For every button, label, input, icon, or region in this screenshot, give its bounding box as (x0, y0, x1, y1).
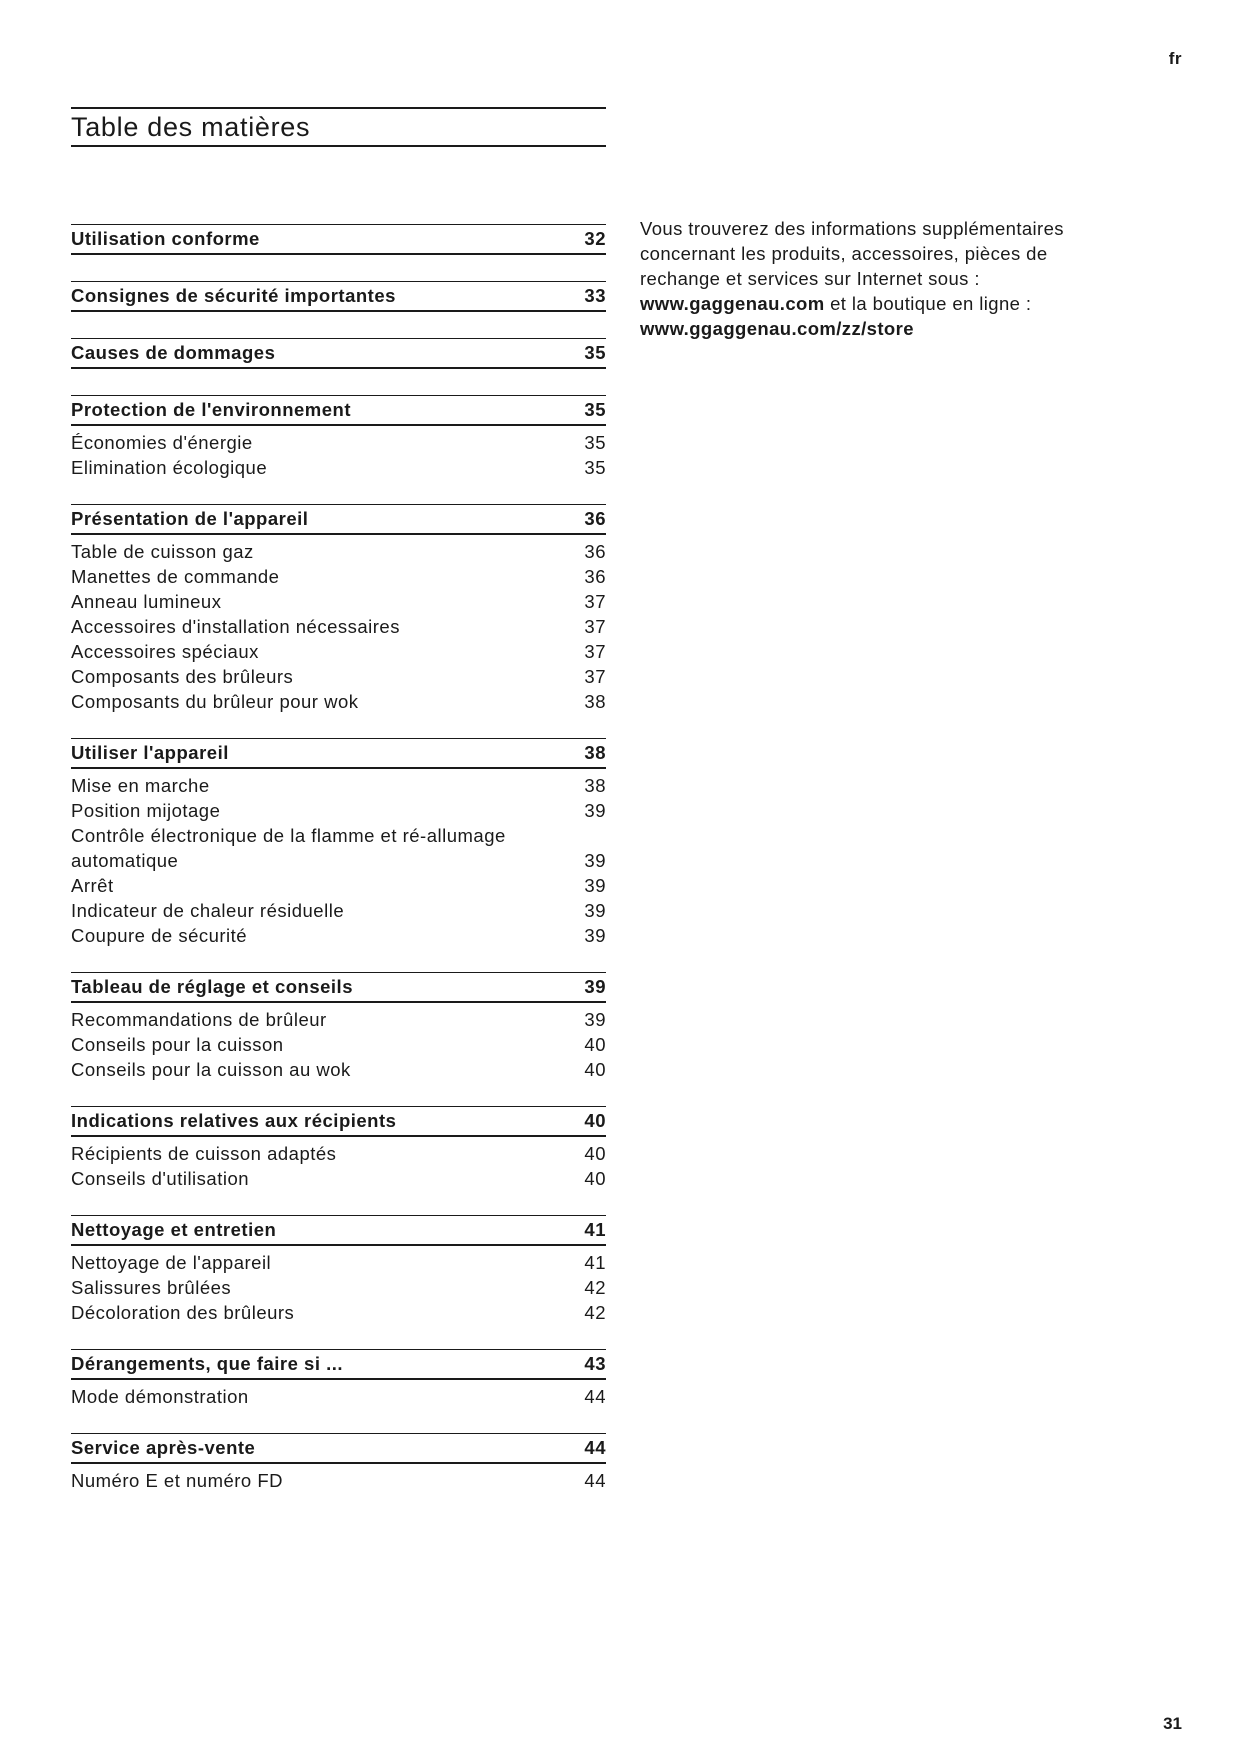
info-line: concernant les produits, accessoires, pièces de (640, 243, 1048, 264)
toc-section-heading[interactable] (71, 338, 606, 369)
toc-entry[interactable] (71, 1166, 606, 1191)
toc-entry-title: Anneau lumineux (71, 591, 222, 612)
toc-entry[interactable] (71, 689, 606, 714)
toc-entry-page: 39 (584, 875, 606, 896)
info-line (640, 291, 1200, 316)
toc-entry[interactable] (71, 1057, 606, 1082)
toc-entry-page: 36 (584, 566, 606, 587)
toc-entry-title: Décoloration des brûleurs (71, 1302, 295, 1323)
toc-section-heading[interactable] (71, 395, 606, 426)
toc-section-title: Utilisation conforme (71, 228, 260, 249)
toc-entry-page: 35 (584, 432, 606, 453)
toc-section (71, 504, 606, 714)
toc-section (71, 1106, 606, 1191)
toc-entry[interactable] (71, 873, 606, 898)
info-text (640, 216, 1200, 341)
toc-entry-title: Composants du brûleur pour wok (71, 691, 359, 712)
toc-section-heading[interactable] (71, 281, 606, 312)
toc-entry[interactable] (71, 1275, 606, 1300)
toc-section-title: Tableau de réglage et conseils (71, 976, 353, 997)
page-title-block (71, 107, 606, 147)
toc-entry[interactable] (71, 1141, 606, 1166)
toc-section-page: 35 (584, 399, 606, 420)
toc-entry-page: 39 (584, 900, 606, 921)
toc-section-heading[interactable] (71, 1349, 606, 1380)
toc-entry[interactable] (71, 798, 606, 823)
toc-entry-title: Arrêt (71, 875, 114, 896)
website-link[interactable]: www.gaggenau.com (640, 293, 825, 314)
toc-entry-page: 37 (584, 641, 606, 662)
info-text-mid: et la boutique en ligne : (824, 293, 1032, 314)
toc-entry[interactable] (71, 539, 606, 564)
toc-entry-title: Conseils pour la cuisson (71, 1034, 284, 1055)
toc-entry[interactable] (71, 1384, 606, 1409)
toc-section-page: 35 (584, 342, 606, 363)
toc-section (71, 738, 606, 948)
toc-section (71, 224, 606, 255)
toc-entry-page: 38 (584, 775, 606, 796)
toc-entry-page: 42 (584, 1277, 606, 1298)
toc-section (71, 1215, 606, 1325)
toc-entry-title: automatique (71, 850, 179, 871)
toc-entry[interactable] (71, 1007, 606, 1032)
toc-entry-title: Récipients de cuisson adaptés (71, 1143, 337, 1164)
toc-entry-page: 39 (584, 1009, 606, 1030)
toc-section (71, 338, 606, 369)
toc-section-title: Utiliser l'appareil (71, 742, 229, 763)
toc-section-heading[interactable] (71, 1106, 606, 1137)
toc-section-page: 39 (584, 976, 606, 997)
toc-entry-page: 40 (584, 1168, 606, 1189)
toc-section (71, 1349, 606, 1409)
toc-entry-page: 36 (584, 541, 606, 562)
toc-section-title: Causes de dommages (71, 342, 276, 363)
page-number: 31 (1163, 1714, 1182, 1733)
toc-entry[interactable] (71, 589, 606, 614)
toc-entry-page: 39 (584, 800, 606, 821)
toc-entry[interactable] (71, 898, 606, 923)
toc-entry[interactable] (71, 848, 606, 873)
toc-section-title: Consignes de sécurité importantes (71, 285, 396, 306)
toc-section (71, 281, 606, 312)
toc-entry-title: Conseils d'utilisation (71, 1168, 250, 1189)
toc-section (71, 972, 606, 1082)
toc-entry[interactable] (71, 1250, 606, 1275)
toc-entry-title: Numéro E et numéro FD (71, 1470, 284, 1491)
toc-entry-page: 40 (584, 1143, 606, 1164)
toc-entry[interactable] (71, 614, 606, 639)
toc-entry-title: Indicateur de chaleur résiduelle (71, 900, 345, 921)
toc-entry-page: 40 (584, 1034, 606, 1055)
toc-section-heading[interactable] (71, 1215, 606, 1246)
toc-entry[interactable] (71, 1300, 606, 1325)
toc-section (71, 1433, 606, 1493)
toc-entry[interactable] (71, 564, 606, 589)
info-line: rechange et services sur Internet sous : (640, 268, 980, 289)
toc-entry-title: Économies d'énergie (71, 432, 253, 453)
toc-section-page: 38 (584, 742, 606, 763)
toc-entry-page: 37 (584, 666, 606, 687)
toc-section-heading[interactable] (71, 738, 606, 769)
toc-entry-title: Nettoyage de l'appareil (71, 1252, 272, 1273)
toc-entry-page: 38 (584, 691, 606, 712)
toc-entry[interactable] (71, 773, 606, 798)
toc-entry-title: Conseils pour la cuisson au wok (71, 1059, 351, 1080)
toc-entry[interactable] (71, 823, 606, 848)
toc-section-title: Nettoyage et entretien (71, 1219, 277, 1240)
toc-entry-title: Accessoires d'installation nécessaires (71, 616, 400, 637)
toc-entry[interactable] (71, 639, 606, 664)
toc-section-page: 43 (584, 1353, 606, 1374)
toc-entry-page: 39 (584, 925, 606, 946)
toc-entry-title: Mise en marche (71, 775, 210, 796)
toc-entry-title: Mode démonstration (71, 1386, 249, 1407)
toc-section-page: 36 (584, 508, 606, 529)
toc-section-heading[interactable] (71, 1433, 606, 1464)
toc-section-title: Dérangements, que faire si ... (71, 1353, 344, 1374)
toc-entry[interactable] (71, 664, 606, 689)
toc-section (71, 395, 606, 480)
info-line (640, 316, 1200, 341)
store-link[interactable]: www.ggaggenau.com/zz/store (640, 318, 914, 339)
toc-entry-page: 37 (584, 616, 606, 637)
toc-entry-title: Coupure de sécurité (71, 925, 248, 946)
toc-section-page: 44 (584, 1437, 606, 1458)
toc-entry-page: 44 (584, 1386, 606, 1407)
toc-entry-page: 44 (584, 1470, 606, 1491)
toc-entry[interactable] (71, 1468, 606, 1493)
toc-section-page: 33 (584, 285, 606, 306)
toc-entry[interactable] (71, 430, 606, 455)
info-line: Vous trouverez des informations supplémentaires (640, 218, 1064, 239)
toc-entry-title: Table de cuisson gaz (71, 541, 254, 562)
toc-entry-page: 35 (584, 457, 606, 478)
toc-entry-page: 42 (584, 1302, 606, 1323)
toc-section-title: Présentation de l'appareil (71, 508, 309, 529)
toc-entry-title: Composants des brûleurs (71, 666, 294, 687)
table-of-contents (71, 224, 606, 1517)
toc-entry[interactable] (71, 923, 606, 948)
toc-section-title: Indications relatives aux récipients (71, 1110, 397, 1131)
toc-entry-title: Position mijotage (71, 800, 221, 821)
toc-entry[interactable] (71, 455, 606, 480)
toc-section-title: Service après-vente (71, 1437, 256, 1458)
toc-entry-title: Elimination écologique (71, 457, 268, 478)
toc-section-heading[interactable] (71, 972, 606, 1003)
toc-section-page: 40 (584, 1110, 606, 1131)
toc-entry[interactable] (71, 1032, 606, 1057)
toc-entry-page: 41 (584, 1252, 606, 1273)
page-title: Table des matières (71, 112, 311, 142)
language-label: fr (1168, 49, 1182, 68)
toc-entry-page: 40 (584, 1059, 606, 1080)
toc-entry-title: Contrôle électronique de la flamme et ré-allumage (71, 825, 506, 846)
toc-section-title: Protection de l'environnement (71, 399, 351, 420)
toc-section-heading[interactable] (71, 504, 606, 535)
toc-entry-page: 37 (584, 591, 606, 612)
toc-section-page: 41 (584, 1219, 606, 1240)
toc-section-heading[interactable] (71, 224, 606, 255)
toc-entry-title: Manettes de commande (71, 566, 280, 587)
toc-entry-title: Accessoires spéciaux (71, 641, 259, 662)
toc-entry-title: Recommandations de brûleur (71, 1009, 327, 1030)
toc-entry-title: Salissures brûlées (71, 1277, 232, 1298)
toc-entry-page: 39 (584, 850, 606, 871)
toc-section-page: 32 (584, 228, 606, 249)
